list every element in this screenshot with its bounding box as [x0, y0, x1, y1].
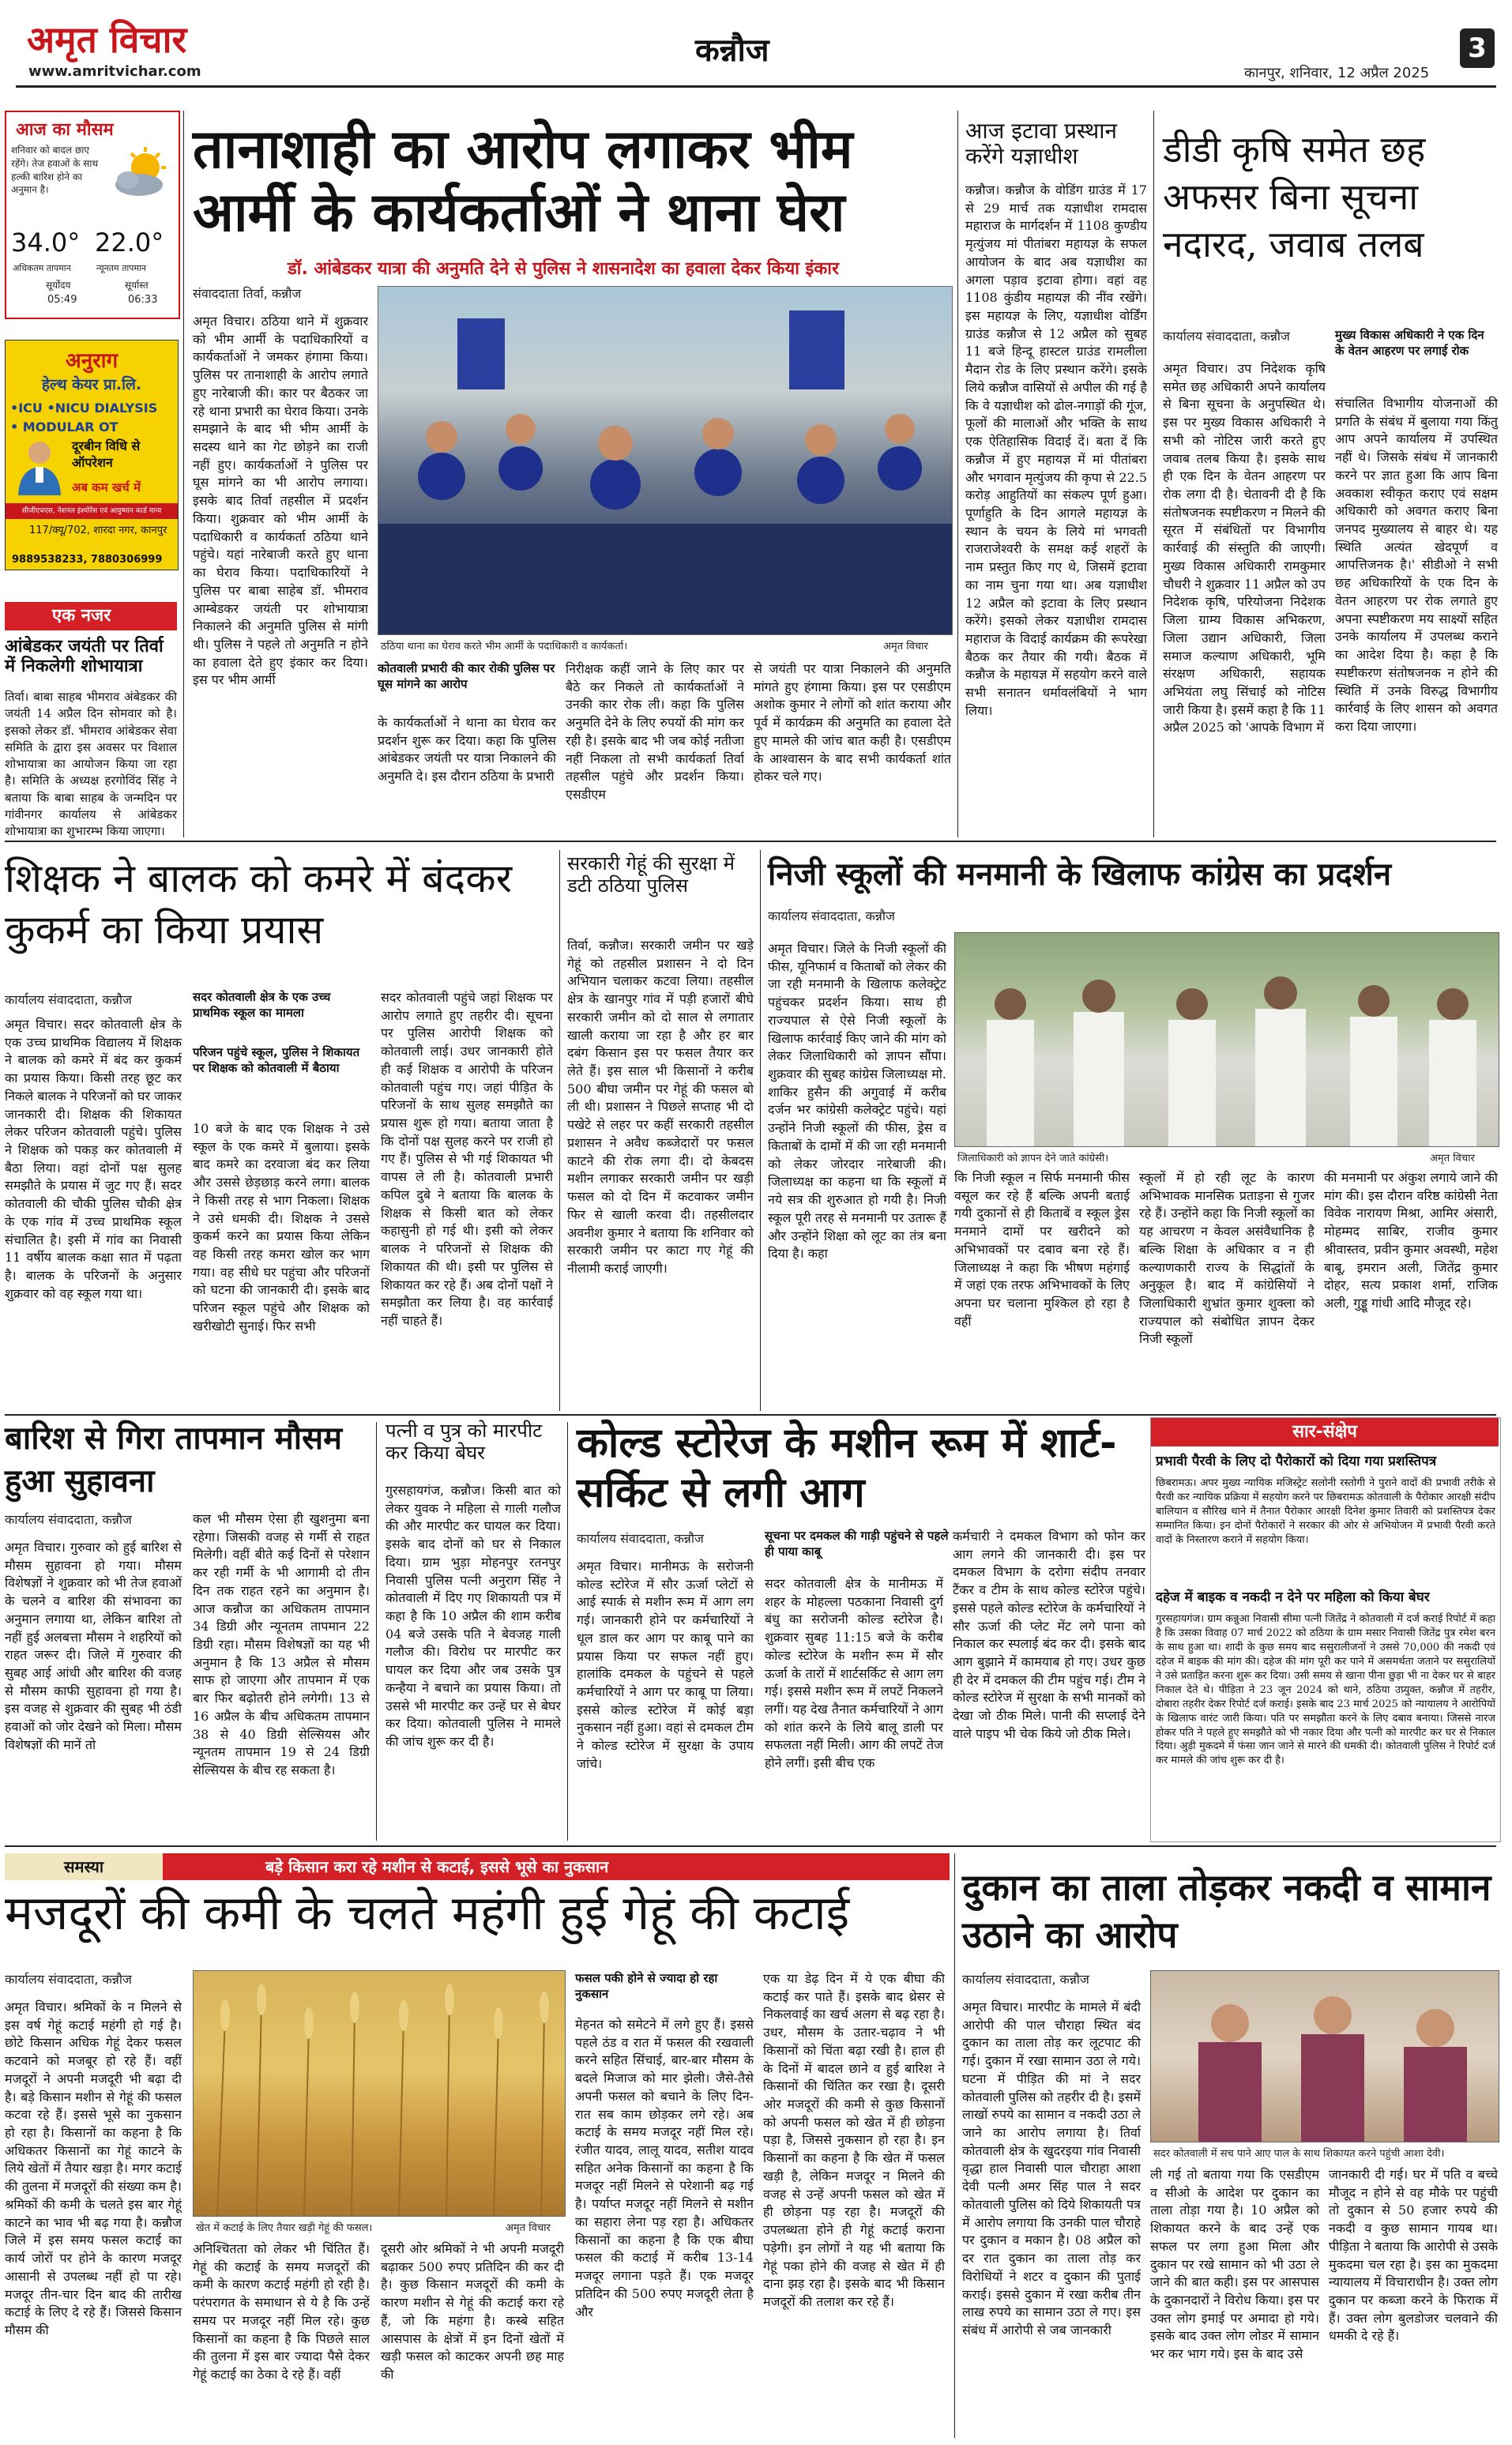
saar-h1: प्रभावी पैरवी के लिए दो पैरोकारों को दिया गया प्रशस्तिपत्र — [1156, 1454, 1437, 1469]
story1-photo — [378, 286, 953, 635]
ek-nazar-headline: आंबेडकर जयंती पर तिर्वा में निकलेगी शोभायात्रा — [5, 637, 164, 677]
masthead-website: www.amritvichar.com — [28, 63, 201, 80]
barish-col2: कल भी मौसम ऐसा ही खुशनुमा बना रहेगा। जिसकी वजह से गर्मी से राहत मिलेगी। वहीं बीते कई दिनों से परेशान कर रही गर्मी के भी आगामी दो तीन दिन तक राहत रहने का अनुमान है। आज कन्नौज का अधिकतम तापमान 34 डिग्री और न्यूनतम तापमान 22 डिग्री रहा। मौसम विशेषज्ञों का यह भी अनुमान है कि 13 अप्रैल से मौसम साफ हो जाएगा और तापमान में एक बार फिर बढ़ोतरी होने लगेगी। 13 से 16 अप्रैल के बीच अधिकतम तापमान 38 से 40 डिग्री सेल्सियस और न्यूनतम तापमान 19 से 24 डिग्री सेल्सियस के बीच रह सकता है। — [193, 1511, 370, 1778]
shikshak-col2: 10 बजे के बाद एक शिक्षक ने उसे स्कूल के एक कमरे में बुलाया। इसके बाद कमरे का दरवाजा बंद कर लिया और उससे छेड़छाड़ करने लगा। बालक ने किसी तरह से भाग निकला। शिक्षक ने उसे धमकी दी। शिक्षक ने उससे कुकर्म करने का प्रयास किया लेकिन वह किसी तरह कमरा खोल कर भाग गया। वह सीधे घर पहुंचा और परिजनों को घटना की जानकारी दी। इसके बाद परिजन स्कूल पहुंचे और शिक्षक को खरीखोटी सुनाई। फिर सभी — [193, 1121, 370, 1333]
patni-headline: पत्नी व पुत्र को मारपीट कर किया बेघर — [386, 1420, 543, 1464]
congress-byline: कार्यालय संवाददाता, कन्नौज — [768, 908, 895, 923]
cold-storage-col2: सदर कोतवाली क्षेत्र के मानीमऊ में शहर के मोहल्ला पठकाना निवासी दुर्ग बंधु का सरोजनी कोल्ड स्टोरेज है। शुक्रवार सुबह 11:15 बजे के करीब कोल्ड स्टोरेज के मशीन रूम में सौर ऊर्जा के तारों में शार्टसर्किट से आग लग गई। इससे मशीन रूम में लपटें निकलने लगीं। यह देख तैनात कर्मचारियों ने आग को शांत करने के लिये बालू डाली पर सफलता नहीं मिली। आग की लपटें तेज होने लगीं। इसी बीच एक — [765, 1576, 943, 1771]
samasya-col4: मेहनत को समेटने में लगे हुए हैं। इससे पहले ठंड व रात में फसल की रखवाली करने सहित सिंचाई, बार-बार मौसम के बदले मिजाज को मार झेली। जैसे-तैसे अपनी फसल को बचाने के लिए दिन-रात सब काम छोड़कर लगे रहे। अब कटाई के समय मजदूर नहीं मिल रहे। रंजीत यादव, लालू यादव, सतीश यादव सहित अनेक किसानों का कहना है कि मजदूर नहीं मिलने से परेशानी बढ़ गई है। पर्याप्त मजदूर नहीं मिलने से मशीन का सहारा लेना पड़ रहा है। अधिकतर किसानों का कहना है कि एक बीघा फसल की कटाई में करीब 13-14 मजदूर लगाना पड़ते हैं। एक मजदूर प्रतिदिन की 500 रुपए मजदूरी लेता है और — [575, 2017, 754, 2319]
congress-col1: अमृत विचार। जिले के निजी स्कूलों की फीस, यूनिफार्म व किताबों को लेकर की जा रही मनमानी के खिलाफ कलेक्ट्रेट पहुंचकर प्रदर्शन किया। साथ ही राज्यपाल से ऐसे निजी स्कूलों के खिलाफ कार्रवाई किए जाने की मांग को लेकर जिलाधिकारी को ज्ञापन सौंपा। शुक्रवार की सुबह कांग्रेस जिलाध्यक्ष मो. शाकिर हुसैन की अगुवाई में करीब दर्जन भर कांग्रेसी कलेक्ट्रेट पहुंचे। यहां उन्होंने निजी स्कूलों की फीस, ड्रेस व किताबों के दामों में की जा रही मनमानी को लेकर जोरदार नारेबाजी की। जिलाध्यक्ष का कहना था कि स्कूलों में नये सत्र की शुरुआत हो गयी है। निजी स्कूल पूरी तरह से मनमानी पर उतारू हैं और उन्होंने शिक्षा को लूट का तंत्र बना दिया है। कहा — [768, 941, 946, 1262]
ad-phone: 9889538233, 7880306999 — [12, 554, 163, 566]
gehun-body: तिर्वा, कन्नौज। सरकारी जमीन पर खड़े गेहूं को तहसील प्रशासन ने दो दिन अभियान चलाकर कटवा लिया। तहसील क्षेत्र के खानपुर गांव में पड़ी हजारों बीघे सरकारी जमीन को दो साल से लगातार खाली कराया जा रहा है और हर बार दबंग किसान इस पर फसल तैयार कर लेते हैं। इस साल भी किसानों ने करीब 500 बीघा जमीन पर गेहूं की फसल बो ली थी। प्रशासन ने पिछले सप्ताह भी दो पखेटे से लहर पर कहीं सरकारी तहसील प्रशासन ने अवैध कब्जेदारों पर फसल काटने की रोक लगा दी। दो केबदस मशीन लगाकर सरकारी जमीन पर खड़ी फसल को दो दिन में कटवाकर जमीन फिर से खाली करवा दी। तहसीलदार अवनीश कुमार ने बताया कि शनिवार को सरकारी जमीन पर काटा गए गेहूं की नीलामी कराई जाएगी। — [567, 938, 754, 1276]
cold-storage-byline: कार्यालय संवाददाता, कन्नौज — [577, 1531, 704, 1546]
ad-name: अनुराग — [65, 349, 118, 373]
crowd-illustration — [378, 287, 952, 634]
samasya-photo-caption: खेत में कटाई के लिए तैयार खड़ी गेहूं की फसल। — [196, 2222, 373, 2234]
ad-line3: दूरबीन विधि से ऑपरेशन — [72, 438, 141, 470]
dukaan-byline: कार्यालय संवाददाता, कन्नौज — [962, 1972, 1089, 1987]
shikshak-col1: अमृत विचार। सदर कोतवाली क्षेत्र के एक उच्च प्राथमिक विद्यालय में शिक्षक ने बालक को कमरे में बंद कर कुकर्म का प्रयास किया। किसी तरह छूट कर निकले बालक ने परिजनों को घर जाकर जानकारी दी। शिक्षक की शिकायत लेकर परिजन कोतवाली पहुंचे। पुलिस ने शिक्षक को पकड़ कर कोतवाली में बैठा लिया। वहां दोनों पक्ष सुलह समझौते के प्रयास में जुट गए हैं। सदर कोतवाली की चौकी पुलिस चौकी क्षेत्र के एक गांव में उच्च प्राथमिक स्कूल संचालित है। इसी में गांव का निवासी 11 वर्षीय बालक कक्षा सात में पढ़ता है। बालक के परिजनों के अनुसार शुक्रवार को वह स्कूल गया था। — [5, 1017, 182, 1301]
congress-col3: स्कूलों में हो रही लूट के कारण अभिभावक मानसिक प्रताड़ना से गुजर रहे हैं। उन्होंने कहा कि निजी स्कूलों का यह आचरण न केवल असंवैधानिक है बल्कि शिक्षा के अधिकार व न ही कल्याणकारी राज्य के सिद्धांतों के अनुकूल है। बाद में कांग्रेसियों ने जिलाधिकारी शुभ्रांत कुमार शुक्ला को राज्यपाल को संबोधित ज्ञापन देकर निजी स्कूलों — [1139, 1170, 1315, 1347]
weather-box — [5, 111, 180, 319]
dd-krishi-headline: डीडी कृषि समेत छह अफसर बिना सूचना नदारद, जवाब तलब — [1163, 128, 1426, 265]
congress-photo — [954, 932, 1499, 1147]
samasya-byline: कार्यालय संवाददाता, कन्नौज — [5, 1972, 132, 1987]
story1-col4: से जयंती पर यात्रा निकालने की अनुमति मांगते हुए हंगामा किया। इस पर एसडीएम अशोक कुमार ने लोगों को शांत कराया और पूर्व में कार्यक्रम की अनुमति का हवाला देते हुए मामले की जांच बात कही है। एसडीएम के आश्वासन के बाद सभी कार्यकर्ता शांत होकर चले गए। — [754, 661, 951, 784]
page-number: 3 — [1460, 28, 1495, 68]
ad-line1: •ICU •NICU DIALYSIS — [10, 401, 158, 416]
shikshak-bullet1: सदर कोतवाली क्षेत्र के एक उच्च प्राथमिक स्कूल का मामला — [193, 990, 331, 1021]
barish-headline: बारिश से गिरा तापमान मौसम हुआ सुहावना — [5, 1420, 343, 1499]
ad-line2: • MODULAR OT — [10, 419, 118, 434]
samasya-col1: अमृत विचार। श्रमिकों के न मिलने से इस वर्ष गेहूं कटाई महंगी हो गई है। छोटे किसान अधिक गेहूं देकर फसल कटवाने को मजबूर हो रहे हैं। वहीं मजदूरों ने अपनी मजदूरी भी बढ़ा दी है। बड़े किसान मशीन से गेहूं की फसल कटवा रहे हैं। इससे भूसे का नुकसान हो रहा है। किसानों का कहना है कि अधिकतर किसानों का गेहूं काटने के लिये खेतों में तैयार खड़ा है। मगर कटाई की तुलना में मजदूरों की संख्या कम है। श्रमिकों की कमी के चलते इस बार गेहूं काटने का भाव भी बढ़ गया है। कन्नौज जिले में इस समय फसल कटाई का कार्य जोरों पर होने के कारण मजदूर आसानी से उपलब्ध नहीं हो पा रहे। मजदूर तीन-चार दिन बाद की तारीख कटाई के लिए दे रहे हैं। जिससे किसान मौसम की — [5, 1999, 182, 2338]
yashodhish-headline: आज इटावा प्रस्थान करेंगे यज्ञाधीश — [965, 118, 1118, 170]
samasya-label: समस्या — [5, 1853, 163, 1880]
dd-krishi-bullet: मुख्य विकास अधिकारी ने एक दिन के वेतन आहरण पर लगाई रोक — [1335, 328, 1484, 359]
dukaan-photo-caption: सदर कोतवाली में सच पाने आए पाल के साथ शिकायत करने पहुंची आशा देवी। — [1153, 2148, 1445, 2160]
samasya-photo-credit: अमृत विचार — [506, 2222, 551, 2234]
dukaan-photo — [1150, 1970, 1499, 2142]
samasya-col5: एक या डेढ़ दिन में ये एक बीघा की कटाई कर पाते हैं। इसके बाद थ्रेसर से निकलवाई का खर्च अलग से बढ़ रहा है। उधर, मौसम के उतार-चढ़ाव ने भी किसानों को चिंता बढ़ा रखी है। हाल ही के दिनों में बादल छाने व हुई बारिश ने किसानों की चिंतित कर रखा है। दूसरी ओर मजदूरों की कमी से कुछ किसानों को अपनी फसल को खेत में ही छोड़ना पड़ा है, जिससे नुकसान हो रहा है। इन किसानों का कहना है कि खेत में फसल खड़ी है, लेकिन मजदूर न मिलने की वजह से उन्हें अपनी फसल को खेत में ही छोड़ना पड़ रहा है। मजदूरों की उपलब्धता होने ही गेहूं कटाई कराना पड़ेगी। इन लोगों ने यह भी बताया कि गेहूं पका होने की वजह से खेत में ही दाना झड़ रहा है। इसके बाद भी किसान मजदूरों की तलाश कर रहे हैं। — [763, 1971, 945, 2309]
congress-headline: निजी स्कूलों की मनमानी के खिलाफ कांग्रेस का प्रदर्शन — [768, 856, 1392, 893]
masthead — [0, 0, 1512, 87]
dukaan-col1: अमृत विचार। मारपीट के मामले में बंदी आरोपी की पाल चौराहा स्थित बंद दुकान का ताला तोड़ कर लूटपाट की गई। दुकान में रखा सामान उठा ले गये। घटना में पीड़ित की मां ने सदर कोतवाली पुलिस को तहरीर दी है। इसमें लाखों रुपये का सामान व नकदी उठा ले जाने का आरोप लगाया है। तिर्वा कोतवाली क्षेत्र के खुदरइया गांव निवासी वृद्धा हाल निवासी पाल चौराहा आशा देवी पत्नी अमर सिंह पाल ने सदर कोतवाली पुलिस को दिये शिकायती पत्र में आरोप लगाया कि उनकी पाल चौराहे पर दुकान व मकान है। 08 अप्रैल को दर रात दुकान का ताला तोड़ कर विरोधियों ने शटर व दुकान की पुताई कराई। इससे दुकान में रखा करीब तीन लाख रुपये का सामान उठा ले गए। इस संबंध में आरोपी से जब जानकारी — [962, 1999, 1141, 2338]
story1-pullquote: कोतवाली प्रभारी की कार रोकी पुलिस पर घूस मांगने का आरोप — [378, 661, 555, 692]
sunset-label: सूर्यास्त — [125, 280, 149, 291]
ek-nazar-label: एक नजर — [5, 602, 177, 630]
story1-col2: के कार्यकर्ताओं ने थाना का घेराव कर प्रदर्शन शुरू कर दिया। कहा कि पुलिस आंबेडकर जयंती पर यात्रा निकालने की अनुमति दे। इस दौरान ठठिया के प्रभारी — [378, 715, 556, 784]
barish-byline: कार्यालय संवाददाता, कन्नौज — [5, 1512, 132, 1527]
saar-box — [1150, 1417, 1501, 1842]
sunrise-label: सूर्योदय — [46, 280, 71, 291]
ad-sub: हेल्थ केयर प्रा.लि. — [41, 376, 142, 393]
dukaan-col2: ली गई तो बताया गया कि एसडीएम व सीओ के आदेश पर दुकान का ताला तोड़ा गया है। 10 अप्रैल को शिकायत करने के बाद उन्हें एक सफल पर लगा हुआ मिला और दुकान पर रखे सामान को भी उठा ले जाने की बात कही। इस पर आसपास के दुकानदारों ने विरोध किया। इस पर उक्त लोग इमाई पर अमादा हो गये। इसके बाद उक्त लोग लोडर में सामान भर कर भाग गये। इस के बाद उसे — [1150, 2167, 1319, 2362]
cold-storage-bullet: सूचना पर दमकल की गाड़ी पहुंचने से पहले ही पाया काबू — [765, 1529, 949, 1559]
max-temp: 34.0° — [11, 228, 81, 258]
min-temp: 22.0° — [95, 228, 164, 258]
dd-krishi-col1: अमृत विचार। उप निदेशक कृषि समेत छह अधिकारी अपने कार्यालय से बिना सूचना के अनुपस्थित थे। इस पर मुख्य विकास अधिकारी ने सभी को नोटिस जारी करते हुए जवाब तलब किया है। इसके साथ ही एक दिन के वेतन आहरण पर रोक लगा दी है। चेतावनी दी है कि संतोषजनक स्पष्टीकरण न मिलने की सूरत में संबंधितों पर विभागीय कार्रवाई की संस्तुति की जाएगी। मुख्य विकास अधिकारी रामकुमार चौधरी ने शुक्रवार 11 अप्रैल को उप निदेशक कृषि, परियोजना निदेशक जिला ग्राम्य विकास अभिकरण, जिला उद्यान अधिकारी, जिला समाज कल्याण अधिकारी, भूमि संरक्षण अधिकारी, सहायक अभियंता लघु सिंचाई को नोटिस जारी किया है। इसमें कहा है कि 11 अप्रैल 2025 को 'आपके विभाग में — [1163, 361, 1326, 735]
shikshak-col3: सदर कोतवाली पहुंचे जहां शिक्षक पर आरोप लगाते हुए तहरीर दी। सूचना पर पुलिस आरोपी शिक्षक को कोतवाली लाई। उधर जानकारी होते ही कई शिक्षक व आरोपी के परिजन कोतवाली पहुंच गए। जहां पीड़ित के परिजनों के साथ सुलह समझौते का प्रयास शुरू हो गया। बताया जाता है कि दोनों पक्ष सुलह करने पर राजी हो गए हैं। पुलिस से भी गई शिकायत भी वापस ले ली है। कोतवाली प्रभारी कपिल दुबे ने बताया कि बालक के शिक्षक से किसी बात को लेकर कहासुनी हो गई थी। इसी को लेकर बालक ने परिजनों से शिक्षक की शिकायत की थी। इसी पर पुलिस से शिकायत कर रहे हैं। अब दोनों पक्षों ने समझौता कर लिया है। वह कार्रवाई नहीं चाहते हैं। — [381, 990, 553, 1328]
dd-krishi-col2: संचालित विभागीय योजनाओं की प्रगति के संबंध में बुलाया गया किंतु आप अपने कार्यालय में उपस्थित नहीं थे। जिसके संबंध में जानकारी करने पर ज्ञात हुआ कि आप बिना अवकाश स्वीकृत कराए एवं सक्षम अधिकारी को अवगत कराए बिना जनपद मुख्यालय से बाहर थे। यह स्थिति अत्यंत खेदपूर्ण व आपत्तिजनक है।' सीडीओ ने सभी छह अधिकारियों के एक दिन के वेतन आहरण पर रोक लगाते हुए अपना स्पष्टीकरण मय साक्ष्यों सहित उनके कार्यालय में उपलब्ध कराने का आदेश दिया है। कहा है कि स्पष्टीकरण संतोषजनक न होने की स्थिति में उनके विरुद्ध विभागीय कार्रवाई के लिए शासन को अवगत करा दिया जाएगा। — [1335, 396, 1498, 734]
ek-nazar-body: तिर्वा। बाबा साहब भीमराव अंबेडकर की जयंती 14 अप्रैल दिन सोमवार को है। इसको लेकर डॉ. भीमराव आंबेडकर सेवा समिति के द्वारा इस अवसर पर विशाल शोभायात्रा का आयोजन किया जा रहा है। समिति के अध्यक्ष हरगोविंद सिंह ने बताया कि बाबा साहब के जन्मदिन पर गांवीनगर कार्यालय से आंबेडकर शोभायात्रा का शुभारम्भ किया जाएगा। — [5, 690, 177, 839]
cold-storage-col3: कर्मचारी ने दमकल विभाग को फोन कर आग लगने की जानकारी दी। इस पर दमकल विभाग के दरोगा संदीप तनवार टैंकर व टीम के साथ कोल्ड स्टोरेज पहुंचे। इससे पहले कोल्ड स्टोरेज के कर्मचारियों ने सौर ऊर्जा की प्लेट मेंट लगे पाना को निकाल कर स्पलाई बंद कर दी। इसके बाद आग बुझाने में कामयाब हो गए। उधर कुछ ही देर में दमकल की टीम पहुंच गई। टीम ने कोल्ड स्टोरेज में सुरक्षा के सभी मानकों को देखा जो ठीक मिले। पानी की सप्लाई देने वाले पाइप भी चेक किये जो ठीक मिले। — [953, 1529, 1145, 1741]
barish-col1: अमृत विचार। गुरुवार को हुई बारिश से मौसम सुहावना हो गया। मौसम विशेषज्ञों ने शुक्रवार को भी तेज हवाओं के चलने व बारिश की संभावना का अनुमान लगाया था, लेकिन बारिश तो नहीं हुई अलबत्ता मौसम ने शहरियों को राहत जरूर दी। जिले में गुरुवार की सुबह आई आंधी और बारिश की वजह से मौसम काफी सुहावना हो गया है। इस वजह से शुक्रवार की सुबह भी ठंडी हवाओं को जोर देखने को मिला। मौसम विशेषज्ञों की मानें तो — [5, 1540, 182, 1752]
story1-subhead: डॉ. आंबेडकर यात्रा की अनुमति देने से पुलिस ने शासनादेश का हवाला देकर किया इंकार — [288, 259, 839, 279]
samasya-bullet: फसल पकी होने से ज्यादा हो रहा नुकसान — [575, 1971, 718, 2002]
saar-b1: छिबरामऊ। अपर मुख्य न्यायिक मजिस्ट्रेट सलोनी रस्तोगी ने पुराने वादों की प्रभावी तरीके से पैरवी कर न्यायिक प्रक्रिया में सहयोग करने पर छिबरामऊ कोतवाली के पैरोकार आरक्षी संदीप बालियान व सौरिख थाने में तैनात पैरोकार आरक्षी दिनेश कुमार तिवारी को प्रशस्तिपत्र देकर सम्मानित किया। इन दोनों पैरोकारों ने सरकार की ओर से अभियोजन में प्रभावी पैरवी करते वादों के निस्तारण कराने में सहयोग किया। — [1156, 1477, 1495, 1546]
samasya-headline: मजदूरों की कमी के चलते महंगी हुई गेहूं की कटाई — [5, 1886, 850, 1941]
yashodhish-body: कन्नौज। कन्नौज के वोडिंग ग्राउंड में 17 से 29 मार्च तक यज्ञाधीश रामदास महाराज के मार्गदर्शन में 1108 कुण्डीय मृत्युंजय मां पीतांबरा महायज्ञ के सफल आयोजन के बाद अब यज्ञाधीश का अगला पड़ाव इटावा होगा। वहां वह 1108 कुंडीय महायज्ञ की नींव रखेंगे। इस महायज्ञ के लिए, यज्ञाधीश वोर्डिंग ग्राउंड कन्नौज से 12 अप्रैल को सुबह 11 बजे हिन्दू हास्टल ग्राउंड रामलीला मैदान रोड के लिए प्रस्थान करेंगे। इसके लिये कन्नौज वासियों से अपील की गई है कि वे यज्ञाधीश को ढोल-नगाड़ों की गूंज, फूलों की मालाओं और भक्ति के साथ एक ऐतिहासिक विदाई दें। बता दें कि कन्नौज में हुए महायज्ञ में मां पीतांबरा और भगवान मृत्युंजय की कृपा से 22.5 करोड़ आहुतियों का संकल्प पूर्ण हुआ। पूर्णाहुति के दिन आगले महायज्ञ के स्थान के चयन के लिये मां भगवती राजराजेश्वरी के समक्ष कई शहरों के नाम प्रस्तुत किए गए थे, जिसमें इटावा का नाम चुना गया था। अब यज्ञाधीश 12 अप्रैल को इटावा के लिए प्रस्थान करेंगे। इसको लेकर यज्ञाधीश रामदास महाराज के विदाई कार्यक्रम की रूपरेखा बैठक कर तैयार की गयी। बैठक में कन्नौज के महायज्ञ में सहयोग करने वाले सभी सनातन धर्मावलंबियों ने भाग लिया। — [965, 182, 1147, 718]
samasya-banner — [5, 1853, 950, 1880]
ad-line4: अब कम खर्च में — [72, 480, 141, 495]
story1-photo-caption: ठठिया थाना का घेराव करते भीम आर्मी के पदाधिकारी व कार्यकर्ता। — [381, 641, 628, 653]
shikshak-headline: शिक्षक ने बालक को कमरे में बंदकर कुकर्म का किया प्रयास — [5, 856, 513, 953]
congress-photo-credit: अमृत विचार — [1430, 1153, 1475, 1164]
weather-title: आज का मौसम — [16, 120, 114, 140]
ad-address: 117/क्यू/702, शारदा नगर, कानपुर — [29, 525, 167, 536]
weather-desc: शनिवार को बादल छाए रहेंगे। तेज हवाओं के साथ हल्की बारिश होने का अनुमान है। — [11, 145, 99, 196]
story1-col3: निरीक्षक कहीं जाने के लिए कार पर बैठे कर निकले तो कार्यकर्ताओं ने उनकी कार रोक ली। कहा कि पुलिस अनुमति देने के लिए रुपयों की मांग कर रही है। इसके बाद भी जब कोई नतीजा नहीं निकला तो सभी कार्यकर्ता तिर्वा तहसील पहुंचे और प्रदर्शन किया। एसडीएम — [566, 661, 744, 803]
patni-body: गुरसहायगंज, कन्नौज। किसी बात को लेकर युवक ने महिला से गाली गलौज की और मारपीट कर घायल कर दिया। इसके बाद दोनों को घर से निकाल दिया। ग्राम भुड़ा मोहनपुर रतनपुर निवासी पुलिस पत्नी अनुराग सिंह ने कोतवाली में दिए गए शिकायती पत्र में कहा है कि 10 अप्रैल की शाम करीब 04 बजे उसके पति ने बेवजह गाली गलौज की। विरोध पर मारपीट कर घायल कर दिया और जब उसके पुत्र कन्हैया ने बचाने का प्रयास किया। तो उससे भी मारपीट कर उन्हें घर से बेघर कर दिया। कोतवाली पुलिस ने मामले की जांच शुरू कर दी है। — [386, 1483, 561, 1750]
samasya-kicker: बड़े किसान करा रहे मशीन से कटाई, इससे भूसे का नुकसान — [265, 1857, 609, 1876]
story1-col1: अमृत विचार। ठठिया थाने में शुक्रवार को भीम आर्मी के पदाधिकारियों व कार्यकर्ताओं ने जमकर हंगामा किया। पुलिस पर तानाशाही के आरोप लगाते हुए नारेबाजी की। कार पर बैठकर जा रहे थाना प्रभारी का घेराव किया। उनके समझाने के बाद भी भीम आर्मी के सदस्य थाने का गेट छोड़ने का राजी नहीं हुए। कार्यकर्ताओं ने पुलिस पर घूस मांगने का भी आरोप लगाया। इसके बाद तिर्वा तहसील में प्रदर्शन किया। शुक्रवार को भीम आर्मी के पदाधिकारी व कार्यकर्ता ठठिया थाने पहुंचे। यहां नारेबाजी करते हुए थाना का घेराव किया। पदाधिकारियों ने पुलिस पर बाबा साहेब डॉ. भीमराव आम्बेडकर जयंती पर शोभायात्रा निकालने की अनुमति पुलिस से मांगी थी। पुलिस ने पहले तो अनुमति न होने का हवाला देते हुए इंकार कर दिया। इस पर भीम आर्मी — [193, 314, 368, 688]
cold-storage-headline: कोल्ड स्टोरेज के मशीन रूम में शार्ट-सर्किट से लगी आग — [577, 1420, 1117, 1518]
story1-headline: तानाशाही का आरोप लगाकर भीम आर्मी के कार्यकर्ताओं ने थाना घेरा — [193, 118, 853, 245]
dukaan-col3: जानकारी दी गई। घर में पति व बच्चे मौजूद न होने से वह मौके पर पहुंची तो दुकान से 50 हजार रुपये की नकदी व कुछ सामान गायब था। पीड़िता ने बताया कि आरोपी से उसके मुकदमा चल रहा है। इस का मुकदमा न्यायालय में विचाराधीन है। उक्त लोग दुकान पर कब्जा करने के फिराक में हैं। उक्त लोग बुलडोजर चलवाने की धमकी दे रहे हैं। — [1329, 2167, 1498, 2344]
dukaan-headline: दुकान का ताला तोड़कर नकदी व सामान उठाने का आरोप — [962, 1866, 1491, 1956]
shikshak-bullet2: परिजन पहुंचे स्कूल, पुलिस ने शिकायत पर शिक्षक को कोतवाली में बैठाया — [193, 1045, 360, 1076]
gehun-headline: सरकारी गेहूं की सुरक्षा में डटी ठठिया पुलिस — [567, 852, 735, 897]
saar-h2: दहेज में बाइक व नकदी न देने पर महिला को किया बेघर — [1156, 1589, 1430, 1605]
samasya-photo — [193, 1970, 566, 2217]
story1-photo-credit: अमृत विचार — [883, 641, 928, 653]
congress-photo-caption: जिलाधिकारी को ज्ञापन देने जाते कांग्रेसी। — [957, 1153, 1109, 1164]
cold-storage-col1: अमृत विचार। मानीमऊ के सरोजनी कोल्ड स्टोरेज में सौर ऊर्जा प्लेटों से आई स्पार्क से मशीन रूम में आग लग गई। जानकारी होने पर कर्मचारियों ने धूल डाल कर आग पर काबू पाने का प्रयास किया पर सफल नहीं हुए। हालांकि दमकल के पहुंचने से पहले कर्मचारियों ने आग पर काबू पा लिया। इससे कोल्ड स्टोरेज में कोई बड़ा नुकसान नहीं हुआ। वहां से दमकल टीम ने कोल्ड स्टोरेज में सुरक्षा के उपाय जांचे। — [577, 1559, 754, 1771]
ad-tagline: सीजीएचएस, नेशनल इंश्योरेंस एवं आयुष्मान कार्ड मान्य — [6, 503, 178, 519]
dd-krishi-byline: कार्यालय संवाददाता, कन्नौज — [1163, 329, 1290, 344]
congress-col4: की मनमानी पर अंकुश लगाये जाने की मांग की। इस दौरान वरिष्ठ कांग्रेसी नेता विवेक नारायण मिश्रा, आमिर अंसारी, मोहम्मद साबिर, राजीव कुमार श्रीवास्तव, प्रवीन कुमार अवस्थी, महेश बाबू, इमरान अली, जितेंद्र कुमार दोहर, सत्य प्रकाश शर्मा, राजिक अली, गुड्डू गांधी आदि मौजूद रहे। — [1324, 1170, 1498, 1311]
section-name: कन्नौज — [695, 32, 769, 69]
samasya-col3: दूसरी ओर श्रमिकों ने भी अपनी मजदूरी बढ़ाकर 500 रुपए प्रतिदिन की कर दी है। कुछ किसान मजदूरों की कमी के कारण मशीन से गेहूं की कटाई करा रहे हैं, जो कि महंगा है। कस्बे सहित आसपास के क्षेत्रों में इन दिनों खेतों में खड़ी फसल को काटकर अपनी छह माह की — [381, 2241, 564, 2383]
saar-b2: गुरसहायगंज। ग्राम कन्नुआ निवासी सीमा पत्नी जितेंद्र ने कोतवाली में दर्ज कराई रिपोर्ट में कहा है कि उसका विवाह 07 मार्च 2022 को ठठिया के ग्राम मसार निवासी जितेंद्र पुत्र रमेश बरन के साथ हुआ था। शादी के कुछ समय बाद ससुरालीजनों ने उससे 70,000 की नकदी एवं दहेज में बाइक की मांग की। दहेज की मांग पूरी कर पाने में असमर्थता जताने पर ससुरालियों ने उसे प्रताड़ित करना शुरू कर दिया। उसी समय से खाना पीना छुड़ा भी ना देकर घर से बाहर निकाल देते थे। पीड़िता ने 23 जून 2024 को थाने, ठठिया उप्र्युक्त, कन्नौज में तहरीर, दोबारा तहरीर देकर रिपोर्ट दर्ज कराई। इसके बाद 23 मार्च 2025 को न्यायालय ने आरोपियों के खिलाफ वारंट जारी किया। पति पर समझौता करने के लिए दबाव बनाया। जिससे नारज होकर पति ने पहले हुए समझौते को भी नकार दिया और पत्नी को मारपीट कर घर से निकाल दिया। अुड़ी मुकदमे में फंसा जान जाने से मारने की धमकी दी। कोतवाली पुलिस ने रिपोर्ट दर्ज कर मामले की जांच शुरू कर दी है। — [1156, 1613, 1495, 1767]
shikshak-byline: कार्यालय संवाददाता, कन्नौज — [5, 992, 132, 1007]
complainants-illustration — [1151, 1971, 1499, 2142]
saar-label: सार-संक्षेप — [1151, 1418, 1499, 1446]
sunset-time: 06:33 — [128, 294, 158, 306]
doctor-illustration-icon — [12, 438, 67, 497]
samasya-col2: अनिश्चितता को लेकर भी चिंतित हैं। गेहूं की कटाई के समय मजदूरों की कमी के कारण कटाई महंगी हो रही है। परंपरागत के समाधान से ये है कि उन्हें समय पर मजदूर नहीं मिल रहे। कुछ किसानों का कहना है कि पिछले साल की तुलना में इस बार ज्यादा पैसे देकर गेहूं कटाई का ठेका दे रहे हैं। वहीं — [193, 2241, 370, 2383]
sunrise-time: 05:49 — [47, 294, 77, 306]
masthead-logo: अमृत विचार — [27, 18, 187, 61]
congress-col2: कि निजी स्कूल न सिर्फ मनमानी फीस वसूल कर रहे हैं बल्कि अपनी बताई गयी दुकानों से ही किताबें व स्कूल ड्रेस मनमाने दामों पर खरीदने को अभिभावकों पर दबाव बना रहे हैं। जिलाध्यक्ष ने कहा कि भीषण महंगाई में जहां एक तरफ अभिभावकों के लिए अपना घर चलाना मुश्किल हो रहा है वहीं — [954, 1170, 1130, 1329]
protest-group-illustration — [955, 933, 1499, 1146]
wheat-field-illustration — [194, 1971, 565, 2216]
cloud-sun-icon — [111, 145, 174, 201]
hospital-ad — [5, 340, 179, 570]
dateline: कानपुर, शनिवार, 12 अप्रैल 2025 — [1244, 65, 1430, 81]
max-temp-label: अधिकतम तापमान — [13, 263, 71, 273]
min-temp-label: न्यूनतम तापमान — [96, 263, 146, 273]
story1-byline: संवाददाता तिर्वा, कन्नौज — [193, 286, 302, 301]
